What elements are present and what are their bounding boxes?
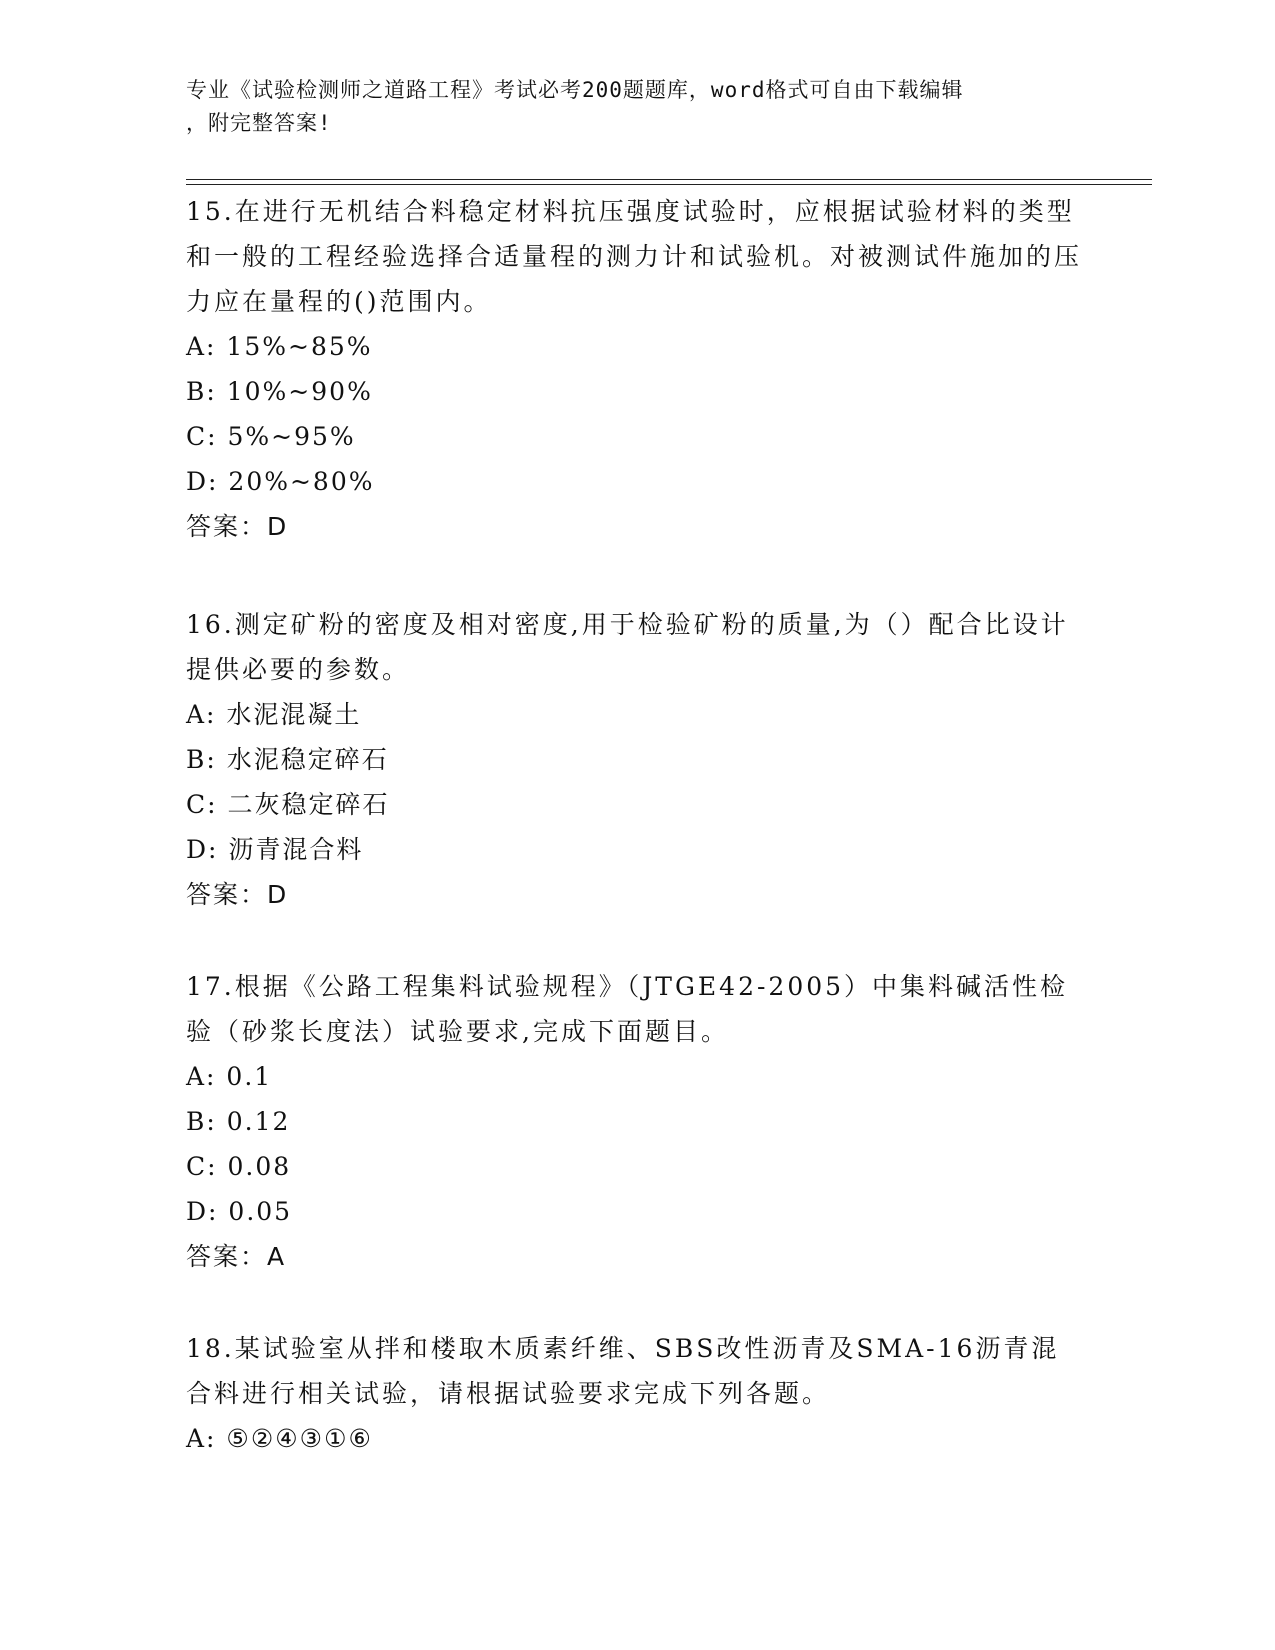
header-rule-top	[186, 179, 1152, 180]
question-text: 15.在进行无机结合料稳定材料抗压强度试验时，应根据试验材料的类型和一般的工程经验选择合适量程的测力计和试验机。对被测试件施加的压力应在量程的()范围内。	[186, 197, 1083, 316]
option-d: D: 20%~80%	[186, 467, 375, 496]
option-b: B: 0.12	[186, 1107, 291, 1136]
question-text: 16.测定矿粉的密度及相对密度,用于检验矿粉的质量,为（）配合比设计提供必要的参数。	[186, 610, 1069, 684]
answer: 答案：D	[186, 880, 289, 909]
option-a: A: 0.1	[186, 1062, 273, 1091]
question-text: 17.根据《公路工程集料试验规程》（JTGE42-2005）中集料碱活性检验（砂浆长度法）试验要求,完成下面题目。	[186, 972, 1069, 1046]
question-15	[186, 189, 1086, 549]
header-line-1: 专业《试验检测师之道路工程》考试必考200题题库，word格式可自由下载编辑	[186, 78, 964, 102]
question-17	[186, 964, 1086, 1279]
answer: 答案：D	[186, 512, 289, 541]
answer: 答案：A	[186, 1242, 287, 1271]
option-a: A: 15%~85%	[186, 332, 373, 361]
question-16	[186, 602, 1086, 917]
option-b: B: 10%~90%	[186, 377, 373, 406]
header-line-2: ，附完整答案!	[186, 111, 332, 135]
header-rule-bottom	[186, 184, 1152, 185]
option-c: C: 0.08	[186, 1152, 292, 1181]
question-18	[186, 1326, 1086, 1461]
question-text: 18.某试验室从拌和楼取木质素纤维、SBS改性沥青及SMA-16沥青混合料进行相关试验，请根据试验要求完成下列各题。	[186, 1334, 1060, 1408]
option-b: B: 水泥稳定碎石	[186, 745, 389, 774]
option-c: C: 二灰稳定碎石	[186, 790, 390, 819]
option-a: A: 水泥混凝土	[186, 700, 362, 729]
option-a: A: ⑤②④③①⑥	[186, 1424, 373, 1453]
option-d: D: 0.05	[186, 1197, 293, 1226]
document-header	[186, 74, 1066, 140]
option-c: C: 5%~95%	[186, 422, 356, 451]
option-d: D: 沥青混合料	[186, 835, 364, 864]
